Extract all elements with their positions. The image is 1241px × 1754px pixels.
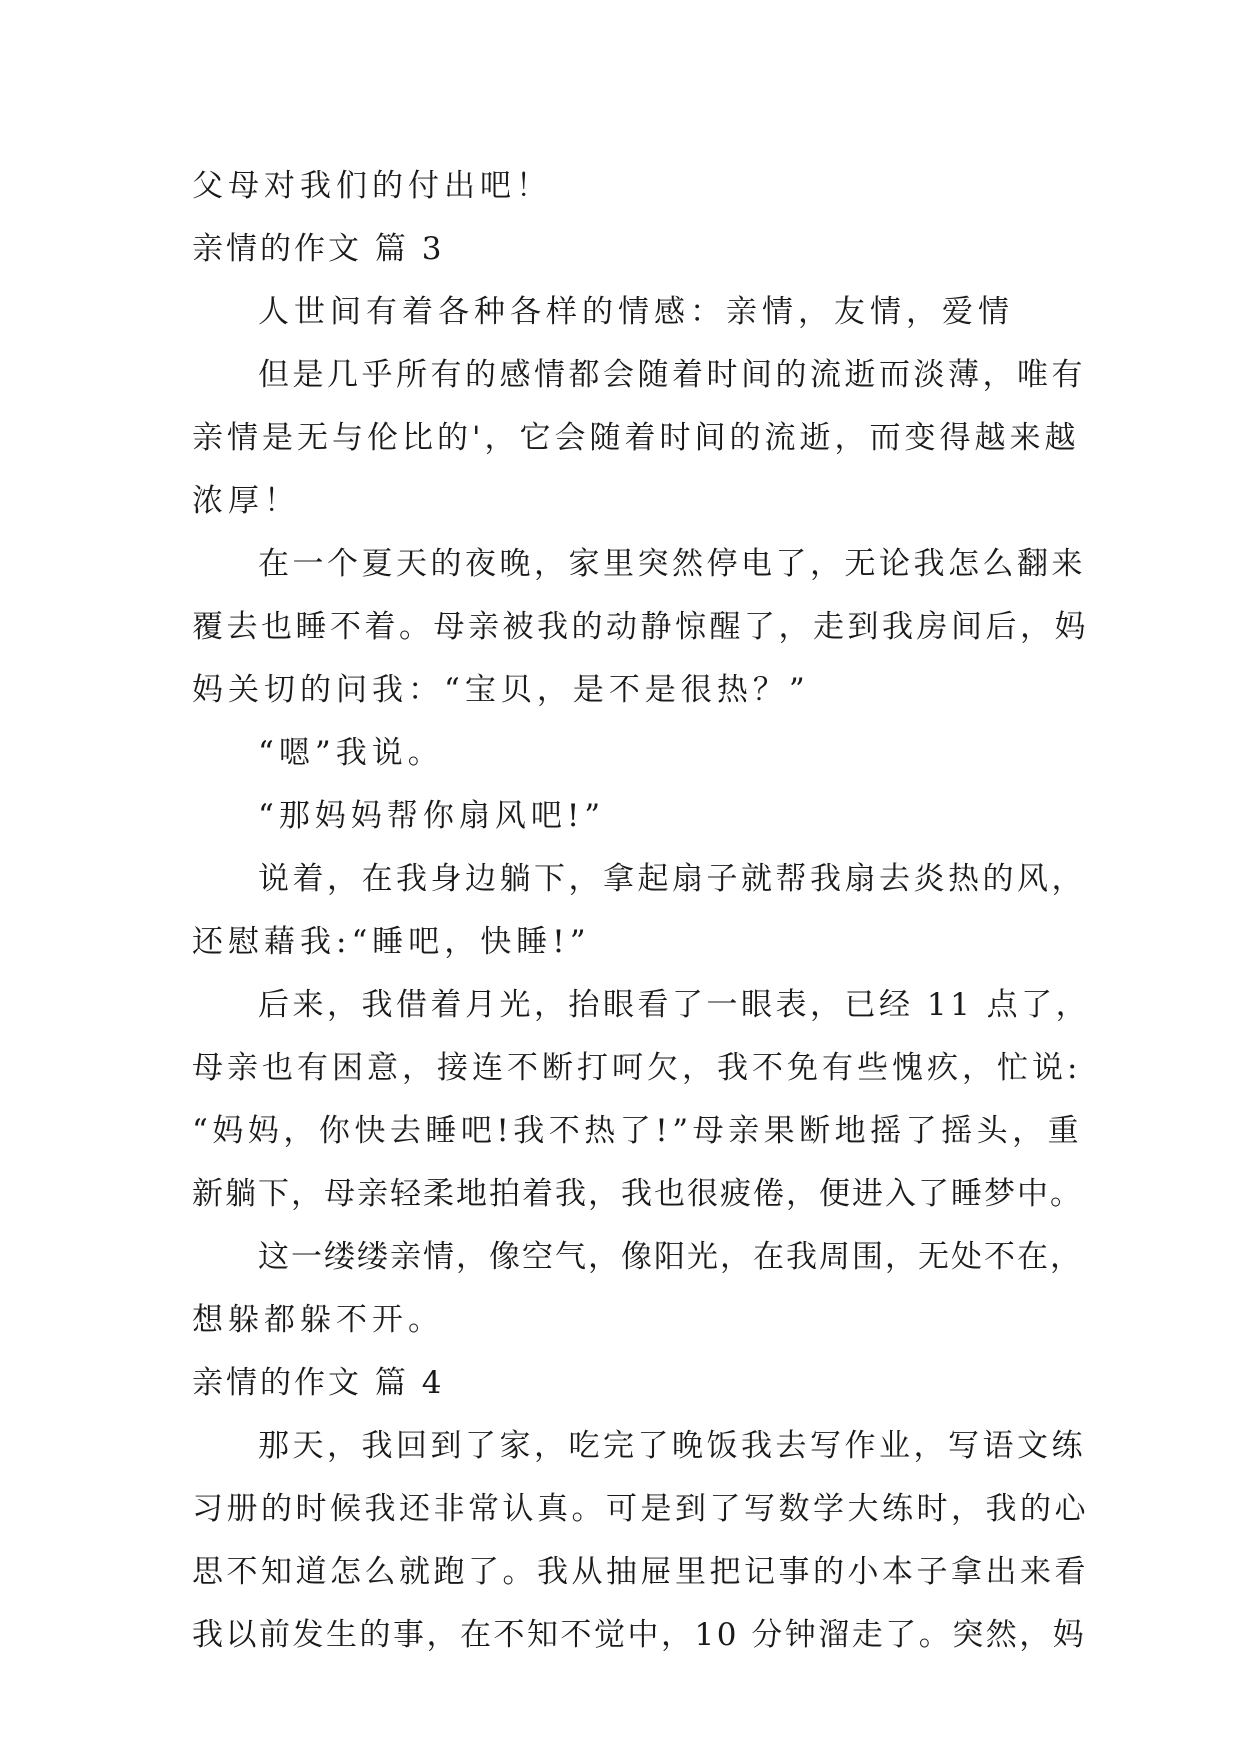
section-heading: 亲情的作文 篇 3 [192, 231, 445, 267]
paragraph-line: 还慰藉我:“睡吧，快睡!” [192, 924, 591, 960]
paragraph-line: 那天，我回到了家，吃完了晚饭我去写作业，写语文练 [258, 1428, 1086, 1464]
paragraph-line: 但是几乎所有的感情都会随着时间的流逝而淡薄，唯有 [258, 357, 1086, 393]
paragraph-line: 亲情是无与伦比的'，它会随着时间的流逝，而变得越来越 [192, 420, 1080, 456]
paragraph-line: “嗯”我说。 [258, 735, 444, 771]
paragraph-line: 浓厚！ [192, 483, 300, 519]
paragraph-line: 覆去也睡不着。母亲被我的动静惊醒了，走到我房间后，妈 [192, 609, 1089, 645]
paragraph-line: 我以前发生的事，在不知不觉中，10 分钟溜走了。突然，妈 [192, 1617, 1087, 1653]
paragraph-line: 这一缕缕亲情，像空气，像阳光，在我周围，无处不在， [258, 1239, 1083, 1275]
paragraph-line: 后来，我借着月光，抬眼看了一眼表，已经 11 点了， [258, 987, 1091, 1023]
paragraph-line: “妈妈，你快去睡吧!我不热了!”母亲果断地摇了摇头，重 [192, 1113, 1084, 1149]
paragraph-line: 人世间有着各种各样的情感：亲情，友情，爱情 [258, 294, 1014, 330]
paragraph-line: 想躲都躲不开。 [192, 1302, 444, 1338]
paragraph-line: 在一个夏天的夜晚，家里突然停电了，无论我怎么翻来 [258, 546, 1086, 582]
section-heading: 亲情的作文 篇 4 [192, 1365, 445, 1401]
paragraph-line: 新躺下，母亲轻柔地拍着我，我也很疲倦，便进入了睡梦中。 [192, 1176, 1083, 1212]
paragraph-line: 父母对我们的付出吧！ [192, 168, 552, 204]
paragraph-line: 习册的时候我还非常认真。可是到了写数学大练时，我的心 [192, 1491, 1089, 1527]
paragraph-line: 母亲也有困意，接连不断打呵欠，我不免有些愧疚，忙说: [192, 1050, 1082, 1086]
paragraph-line: “那妈妈帮你扇风吧!” [258, 798, 606, 834]
paragraph-line: 思不知道怎么就跑了。我从抽屉里把记事的小本子拿出来看 [192, 1554, 1089, 1590]
paragraph-line: 说着，在我身边躺下，拿起扇子就帮我扇去炎热的风， [258, 861, 1086, 897]
paragraph-line: 妈关切的问我：“宝贝，是不是很热？” [192, 672, 810, 708]
